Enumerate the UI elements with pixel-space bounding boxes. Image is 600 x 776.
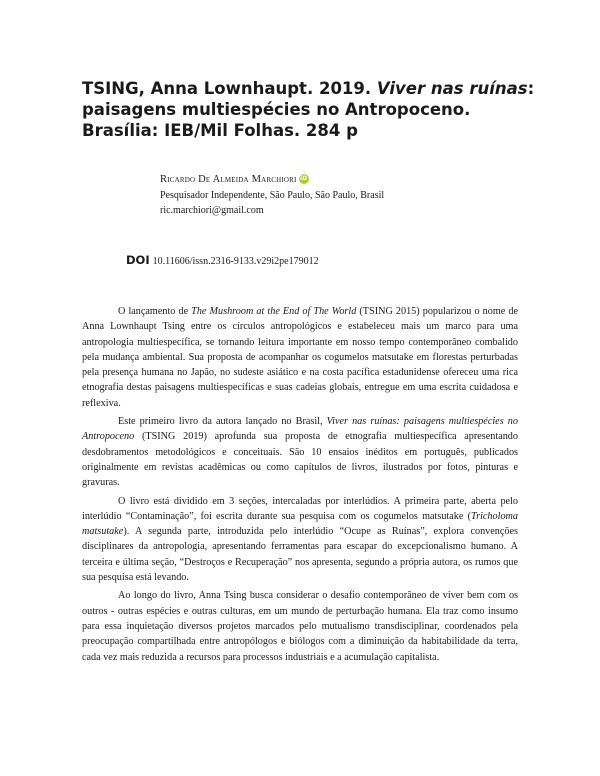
author-block: [160, 172, 460, 219]
doi-line: [126, 253, 319, 267]
doi-label: DOI: [126, 253, 150, 267]
title-rest: : paisagens multiespécies no Antropoceno. Brasília: IEB/Mil Folhas. 284 p: [82, 79, 535, 140]
p2-text-c: (TSING 2019) aprofunda sua proposta de etnografia multiespecífica apresentando desdobramentos metodológicos e conceituais. São 10 ensaios inéditos em português, publicados originalmente em revistas acadêmicas ou como capítulos de livros, ilustrados por fotos, pinturas e gravuras.: [82, 431, 518, 489]
p2-book-title: Viver nas ruínas: paisagens multiespécies no Antropoceno: [82, 416, 518, 443]
author-name: Ricardo De Almeida Marchiori: [160, 174, 297, 185]
doi-value[interactable]: 10.11606/issn.2316-9133.v29i2pe179012: [152, 256, 319, 267]
paragraph-2: [82, 414, 518, 490]
paragraph-1: [82, 304, 518, 411]
review-title: [82, 78, 552, 141]
p3-text-c: ). A segunda parte, introduzida pelo interlúdio “Ocupe as Ruínas”, explora convenções disciplinares da antropologia, apresentando ferramentas para escapar do excepcionalismo humano. A terceira e última seção, “Destroços e Recuperação” nos apresenta, segundo a própria autora, os rumos que sua pesquisa está levando.: [82, 526, 518, 584]
p1-book-title: The Mushroom at the End of The World: [191, 306, 357, 317]
author-line: [160, 172, 460, 188]
p2-text-a: Este primeiro livro da autora lançado no Brasil,: [118, 416, 327, 428]
title-prefix: TSING, Anna Lownhaupt. 2019.: [82, 79, 377, 98]
paragraph-4: Ao longo do livro, Anna Tsing busca considerar o desafio contemporâneo de viver bem com os outros - outras espécies e outras culturas, em um mundo de perturbação humana. Ela traz como insumo para essa inquietação diversos projetos marcados pelo mutualismo transdisciplinar, coordenados pela preocupação compartilhada entre antropólogos e biólogos com a diminuição da habitabilidade da terra, cada vez mais reduzida a recursos para processos industriais e a acumulação capitalista.: [82, 590, 518, 663]
body-text: [82, 304, 518, 668]
p1-text-a: O lançamento de: [118, 306, 192, 317]
paragraph-3: [82, 494, 518, 586]
title-book: Viver nas ruínas: [376, 79, 528, 98]
p3-text-a: O livro está dividido em 3 seções, intercaladas por interlúdios. A primeira parte, aberta pelo interlúdio “Contaminação”, foi escrita durante sua pesquisa com os cogumelos matsutake (: [82, 495, 518, 522]
author-affiliation: Pesquisador Independente, São Paulo, São Paulo, Brasil: [160, 189, 385, 201]
author-email[interactable]: ric.marchiori@gmail.com: [160, 205, 264, 216]
p3-species-name: Tricholoma matsutake: [82, 510, 518, 538]
p1-text-c: (TSING 2015) popularizou o nome de Anna Lownhaupt Tsing entre os círculos antropológicos e estabeleceu mais um marco para uma antropologia multiespecífica, se tornando leitura importante em nosso tempo contemporâneo combalido pela mudança ambiental. Sua proposta de acompanhar os cogumelos matsutake em florestas perturbadas pela presença humana no Japão, no sudeste asiático e na costa pacífica estadunidense ofereceu uma rica etnografia destas paisagens multiespecíficas e suas cadeias globais, entregue em uma escrita cuidadosa e reflexiva.: [82, 306, 518, 409]
orcid-icon[interactable]: iD: [300, 175, 308, 182]
